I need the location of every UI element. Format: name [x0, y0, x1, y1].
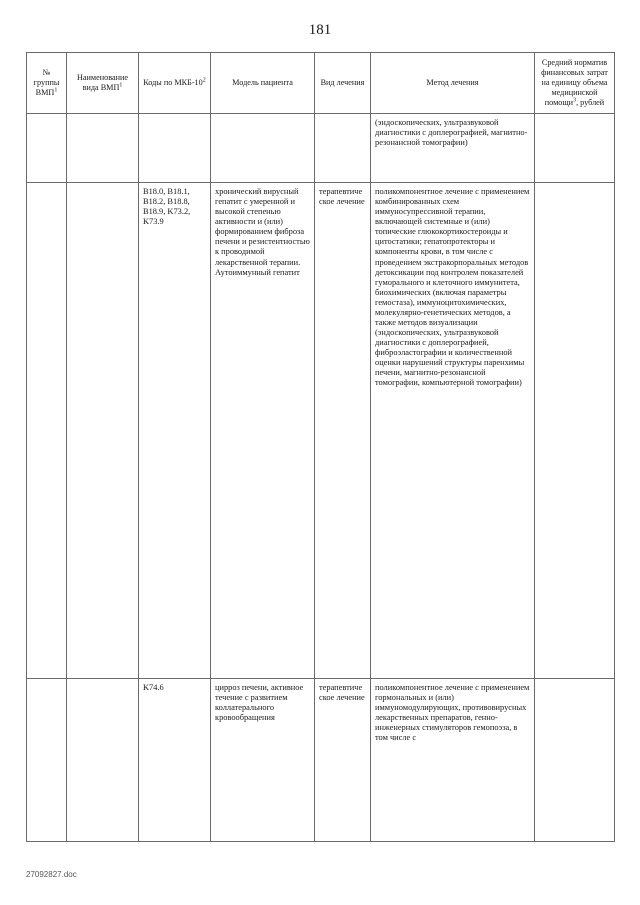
cell-patient-model: цирроз печени, активное течение с развитием коллатерального кровообращения	[211, 678, 315, 841]
header-patient-model: Модель пациента	[211, 53, 315, 114]
table-row	[27, 678, 615, 841]
table-row	[27, 114, 615, 183]
cell-icd-codes: K74.6	[139, 678, 211, 841]
cell-group-no	[27, 678, 67, 841]
cell-patient-model: хронический вирусный гепатит с умеренной и высокой степенью активности и (или) формированием фиброза печени и резистентностью к проводимой лекарственной терапии. Аутоиммунный гепатит	[211, 183, 315, 679]
header-icd-codes: Коды по МКБ-$10^2$	[139, 53, 211, 114]
cell-icd-codes	[139, 114, 211, 183]
cell-icd-codes: B18.0, B18.1, B18.2, B18.8, B18.9, K73.2, K73.9	[139, 183, 211, 679]
cell-treatment-method: поликомпонентное лечение с применением гормональных и (или) иммуномодулирующих, противовирусных лекарственных препаратов, генно-инженерных стимуляторов гемопоэза, в том числе с	[371, 678, 535, 841]
cell-treatment-type: терапевтическое лечение	[315, 678, 371, 841]
header-treatment-type: Вид лечения	[315, 53, 371, 114]
cell-treatment-type: терапевтическое лечение	[315, 183, 371, 679]
header-group-no: № группы ВМП$^1$	[27, 53, 67, 114]
table-row	[27, 183, 615, 679]
cell-treatment-method: поликомпонентное лечение с применением комбинированных схем иммуносупрессивной терапии, включающей системные и (или) топические глюкокортикостероиды и цитостатики; гепатопротекторы и компоненты крови, в том числе с проведением экстракорпоральных методов детоксикации под контролем показателей гуморального и клеточного иммунитета, биохимических (включая параметры гемостаза), иммуноцитохимических, молекулярно-генетических методов, а также методов визуализации (эндоскопических, ультразвуковой диагностики с доплерографией, фиброэластографии и количественной оценки нарушений структуры паренхимы печени, магнитно-резонансной томографии, компьютерной томографии)	[371, 183, 535, 679]
cell-cost-norm	[535, 183, 615, 679]
header-cost-norm: Средний норматив финансовых затрат на единицу объема медицинской помощи$^3$, рублей	[535, 53, 615, 114]
cell-group-no	[27, 183, 67, 679]
cell-cost-norm	[535, 678, 615, 841]
cell-vmp-name	[67, 114, 139, 183]
cell-treatment-method: (эндоскопических, ультразвуковой диагностики с доплерографией, магнитно-резонансной томографии)	[371, 114, 535, 183]
document-file-code: 27092827.doc	[26, 870, 77, 879]
header-treatment-method: Метод лечения	[371, 53, 535, 114]
vmp-table	[26, 52, 615, 842]
header-vmp-name: Наименование вида ВМП$^1$	[67, 53, 139, 114]
page-number: 181	[308, 22, 332, 38]
cell-group-no	[27, 114, 67, 183]
cell-patient-model	[211, 114, 315, 183]
cell-treatment-type	[315, 114, 371, 183]
cell-vmp-name	[67, 183, 139, 679]
cell-vmp-name	[67, 678, 139, 841]
cell-cost-norm	[535, 114, 615, 183]
table-header-row	[27, 53, 615, 114]
